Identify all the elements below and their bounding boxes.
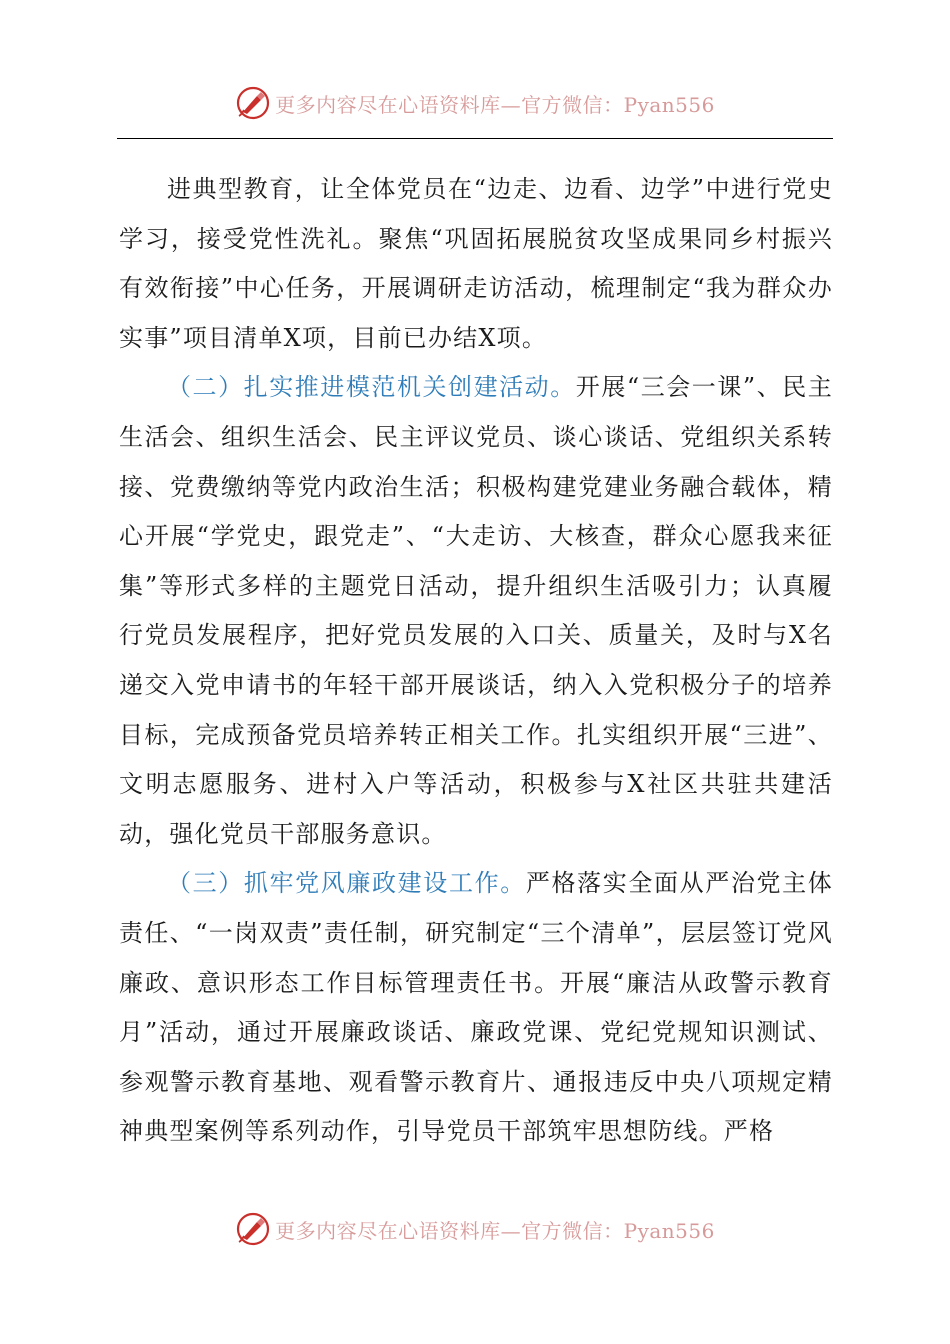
header-banner [0,83,950,123]
section-heading-3: （三）抓牢党风廉政建设工作。 [167,869,526,898]
document-body [119,165,833,1157]
paragraph-1-text: 进典型教育，让全体党员在“边走、边看、边学”中进行党史学习，接受党性洗礼。聚焦“巩固拓展脱贫攻坚成果同乡村振兴有效衔接”中心任务，开展调研走访活动，梳理制定“我为群众办实事”项目清单X项，目前已办结X项。 [119,175,833,352]
header-banner-text: 更多内容尽在心语资料库—官方微信：Pyan556 [275,92,715,117]
header-divider [117,138,833,139]
section-heading-2: （二）扎实推进模范机关创建活动。 [167,373,576,402]
footer-banner [0,1209,950,1249]
paragraph-3-text: 严格落实全面从严治党主体责任、“一岗双责”责任制，研究制定“三个清单”，层层签订党风廉政、意识形态工作目标管理责任书。开展“廉洁从政警示教育月”活动，通过开展廉政谈话、廉政党课、党纪党规知识测试、参观警示教育基地、观看警示教育片、通报违反中央八项规定精神典型案例等系列动作，引导党员干部筑牢思想防线。严格 [119,869,833,1146]
paragraph-2-text: 开展“三会一课”、民主生活会、组织生活会、民主评议党员、谈心谈话、党组织关系转接、党费缴纳等党内政治生活；积极构建党建业务融合载体，精心开展“学党史，跟党走”、“大走访、大核查，群众心愿我来征集”等形式多样的主题党日活动，提升组织生活吸引力；认真履行党员发展程序，把好党员发展的入口关、质量关，及时与X名递交入党申请书的年轻干部开展谈话，纳入入党积极分子的培养目标，完成预备党员培养转正相关工作。扎实组织开展“三进”、文明志愿服务、进村入户等活动，积极参与X社区共驻共建活动，强化党员干部服务意识。 [119,373,833,848]
paragraph-3 [119,859,833,1157]
fountain-pen-logo-icon [235,1211,271,1247]
footer-banner-text: 更多内容尽在心语资料库—官方微信：Pyan556 [275,1218,715,1243]
paragraph-2 [119,363,833,859]
fountain-pen-logo-icon [235,85,271,121]
paragraph-1 [119,165,833,363]
